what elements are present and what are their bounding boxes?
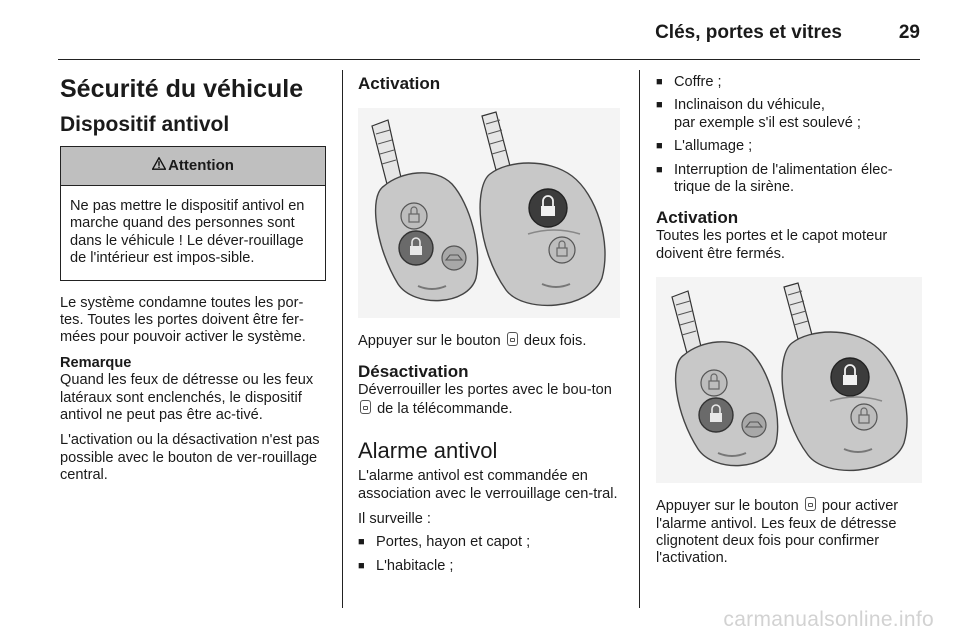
column-1: [60, 74, 326, 485]
remote-key-illustration: [358, 108, 620, 318]
key-button-icon: [507, 332, 518, 346]
instruction-text: Appuyer sur le bouton pour activer l'alarme antivol. Les feux de détresse clignotent deux fois pour confirmer l'activation.: [656, 498, 899, 567]
column-divider: [342, 70, 343, 608]
instruction-text: Appuyer sur le bouton deux fois.: [358, 333, 587, 349]
list-item: ■ L'allumage ;: [656, 138, 924, 155]
page-header: [0, 0, 960, 62]
remark-text: Quand les feux de détresse ou les feux latéraux sont enclenchés, le dispositif antivol ne peut pas être ac-tivé.: [60, 372, 314, 424]
remark-title: Remarque: [60, 354, 132, 371]
watermark: carmanualsonline.info: [723, 608, 934, 631]
activation-text: Toutes les portes et le capot moteur doivent être fermés.: [656, 228, 888, 262]
paragraph: Le système condamne toutes les por-tes. Toutes les portes doivent être fer-mées pour pouvoir activer le système.: [60, 294, 306, 346]
activation-heading: Activation: [656, 208, 739, 228]
remote-key-illustration: [656, 277, 922, 483]
subsection-title: Dispositif antivol: [60, 113, 230, 136]
paragraph: L'activation ou la désactivation n'est pas possible avec le bouton de ver-rouillage central.: [60, 432, 320, 484]
alarm-heading: Alarme antivol: [358, 438, 498, 464]
column-3: [656, 74, 924, 568]
warning-icon: [152, 157, 166, 174]
alarm-text: L'alarme antivol est commandée en association avec le verrouillage cen-tral.: [358, 468, 618, 502]
header-rule: [58, 59, 920, 60]
column-divider: [639, 70, 640, 608]
monitor-list-continued: [656, 74, 924, 196]
list-item: ■ Interruption de l'alimentation élec-trique de la sirène.: [656, 162, 924, 197]
header-title: Clés, portes et vitres: [655, 22, 842, 43]
activation-heading: Activation: [358, 74, 441, 93]
list-item: ■ Inclinaison du véhicule, par exemple s'il est soulevé ;: [656, 97, 924, 132]
page-number: 29: [898, 22, 920, 43]
deactivation-text: Déverrouiller les portes avec le bou-ton de la télécommande.: [358, 382, 612, 417]
monitors-label: Il surveille :: [358, 511, 431, 528]
key-button-icon: [360, 400, 371, 414]
attention-box: [60, 146, 326, 281]
attention-text: Ne pas mettre le dispositif antivol en marche quand des personnes sont dans le véhicule ! Le déver-rouillage de l'intérieur est impos-sible.: [70, 198, 305, 267]
section-title: Sécurité du véhicule: [60, 75, 304, 103]
list-item: ■ Portes, hayon et capot ;: [358, 534, 622, 551]
attention-header: [61, 147, 325, 186]
attention-label: Attention: [168, 157, 234, 175]
list-item: ■ L'habitacle ;: [358, 558, 622, 575]
monitor-list: [358, 534, 622, 575]
key-button-icon: [805, 497, 816, 511]
deactivation-heading: Désactivation: [358, 362, 469, 382]
list-item: ■ Coffre ;: [656, 74, 924, 91]
column-2: [358, 74, 622, 581]
